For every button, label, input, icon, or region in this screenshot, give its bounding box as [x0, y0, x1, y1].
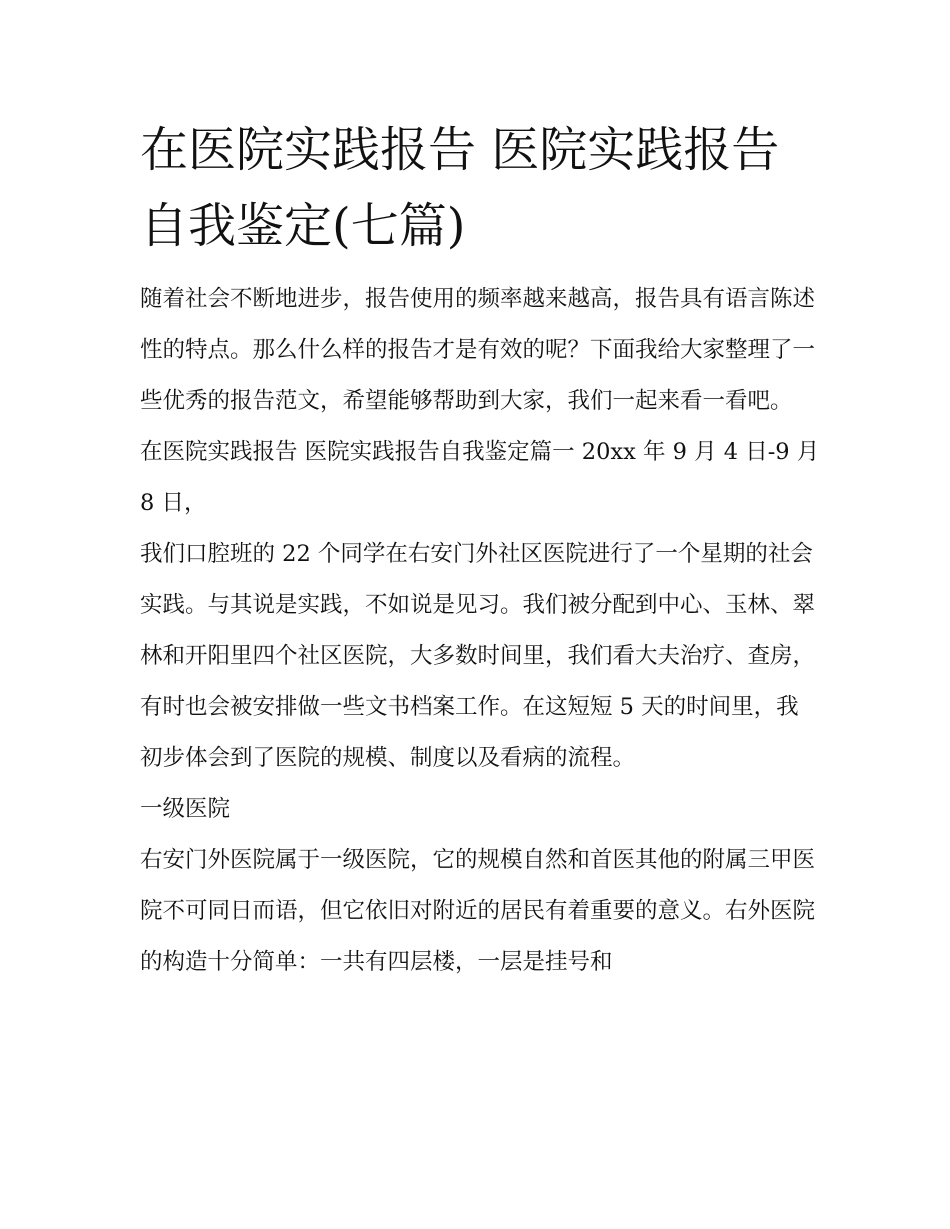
title-line-2: 自我鉴定(七篇)	[140, 198, 466, 254]
title-line-1: 在医院实践报告 医院实践报告	[140, 122, 780, 178]
hospital-description-paragraph: 右安门外医院属于一级医院，它的规模自然和首医其他的附属三甲医院不可同日而语，但它依旧对附近的居民有着重要的意义。右外医院的构造十分简单：一共有四层楼，一层是挂号和	[140, 847, 816, 975]
section-heading-date: 在医院实践报告 医院实践报告自我鉴定篇一 20xx 年 9 月 4 日-9 月 8 日，	[140, 439, 820, 516]
document-body	[140, 274, 820, 988]
practice-paragraph: 我们口腔班的 22 个同学在右安门外社区医院进行了一个星期的社会实践。与其说是实践，不如说是见习。我们被分配到中心、玉林、翠林和开阳里四个社区医院，大多数时间里，我们看大夫治疗、查房，有时也会被安排做一些文书档案工作。在这短短 5 天的时间里，我初步体会到了医院的规模、制度以及看病的流程。	[140, 541, 816, 771]
document-title	[140, 112, 830, 264]
intro-paragraph: 随着社会不断地进步，报告使用的频率越来越高，报告具有语言陈述性的特点。那么什么样的报告才是有效的呢？下面我给大家整理了一些优秀的报告范文，希望能够帮助到大家，我们一起来看一看吧。	[140, 286, 816, 414]
subheading-level-one-hospital: 一级医院	[140, 796, 231, 822]
